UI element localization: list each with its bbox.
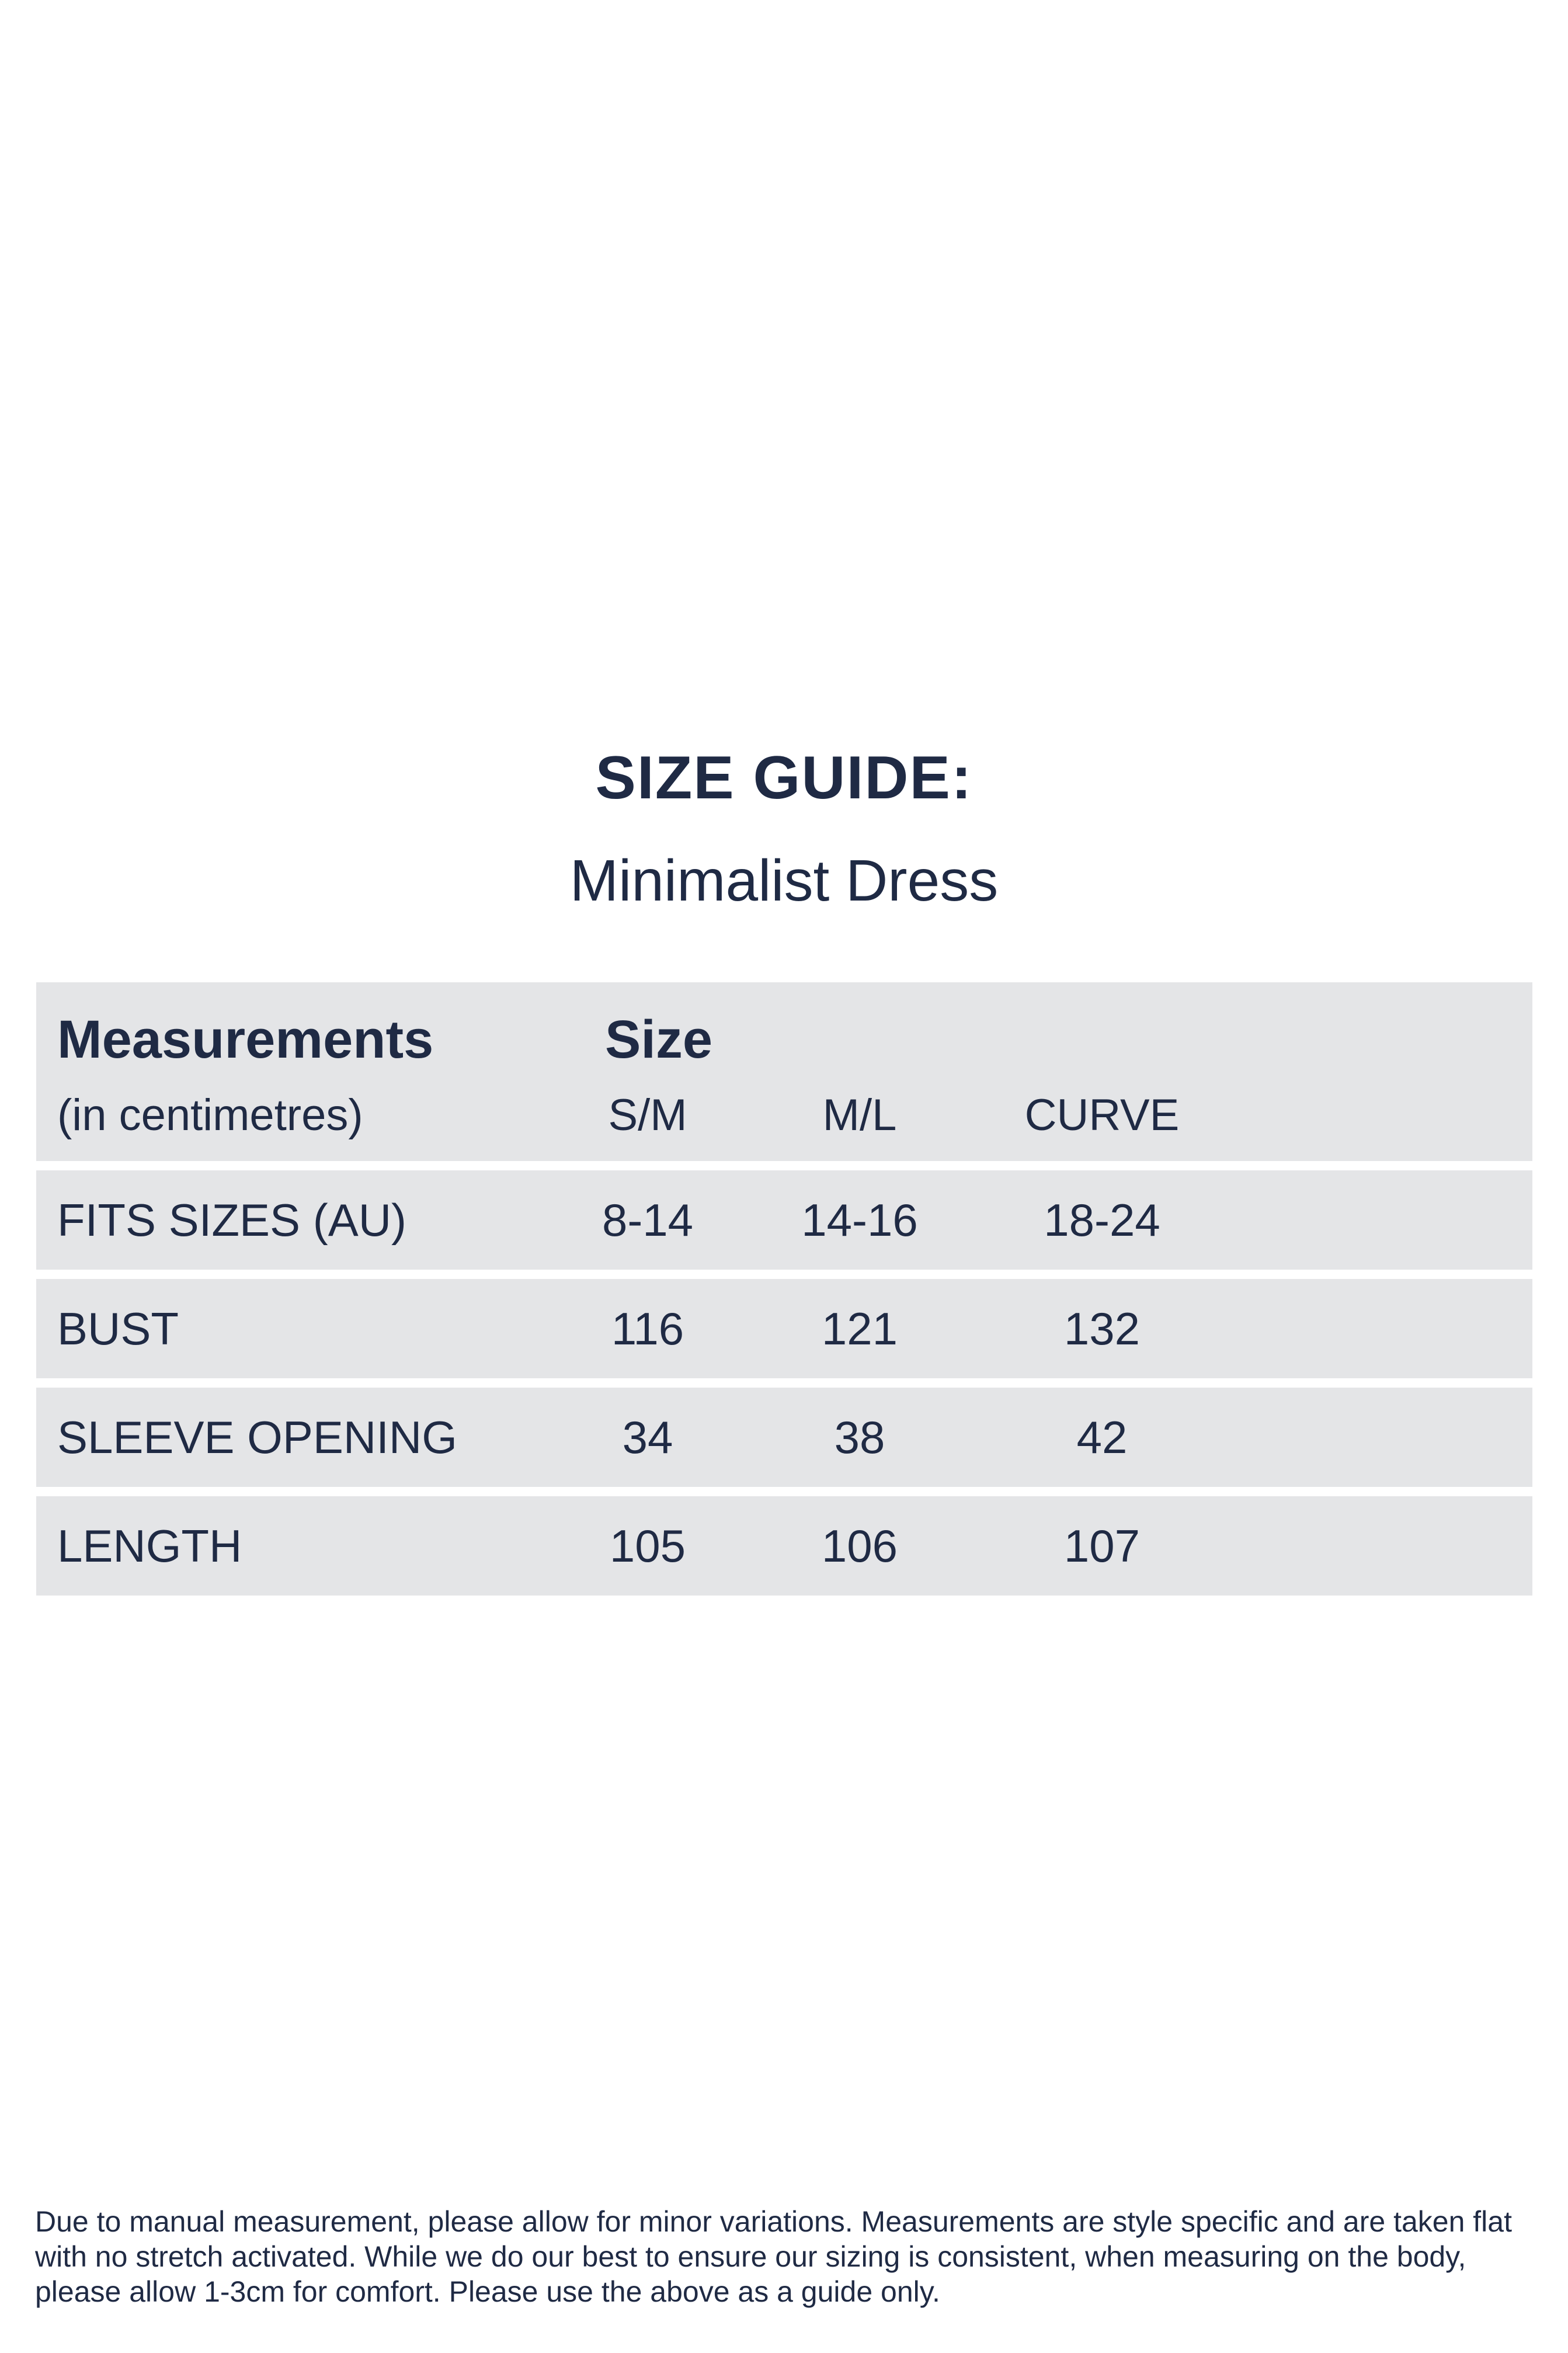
table-cell: 107 [1063, 1520, 1141, 1572]
table-header-row [36, 982, 1532, 1161]
size-heading: Size [605, 1010, 713, 1069]
column-header-ml: M/L [822, 1090, 897, 1140]
table-cell: 105 [609, 1520, 686, 1572]
column-header-curve: CURVE [1024, 1090, 1180, 1140]
table-row [36, 1496, 1532, 1596]
table-cell: 121 [821, 1303, 898, 1354]
row-label: LENGTH [57, 1520, 242, 1572]
table-cell: 18-24 [1044, 1194, 1160, 1246]
size-table [36, 982, 1532, 1596]
table-cell: 42 [1076, 1412, 1128, 1463]
page-title: SIZE GUIDE: [595, 744, 973, 812]
row-label: BUST [57, 1303, 179, 1354]
table-cell: 14-16 [801, 1194, 918, 1246]
table-cell: 116 [611, 1303, 684, 1354]
measurements-heading: Measurements [57, 1010, 434, 1069]
table-cell: 34 [622, 1412, 673, 1463]
table-cell: 132 [1063, 1303, 1141, 1354]
table-row [36, 1279, 1532, 1378]
disclaimer-note: Due to manual measurement, please allow for minor variations. Measurements are style specific and are taken flat with no stretch activated. While we do our best to ensure our sizing is consistent, when measuring on the body, please allow 1-3cm for comfort. Please use the above as a guide only. [35, 2205, 1512, 2308]
table-row [36, 1170, 1532, 1270]
table-cell: 8-14 [602, 1194, 694, 1246]
table-cell: 106 [821, 1520, 898, 1572]
unit-label: (in centimetres) [57, 1090, 363, 1140]
table-cell: 38 [834, 1412, 885, 1463]
column-header-sm: S/M [608, 1090, 687, 1140]
row-label: FITS SIZES (AU) [57, 1194, 407, 1246]
row-label: SLEEVE OPENING [57, 1412, 457, 1463]
product-name: Minimalist Dress [569, 848, 999, 913]
table-row [36, 1388, 1532, 1487]
